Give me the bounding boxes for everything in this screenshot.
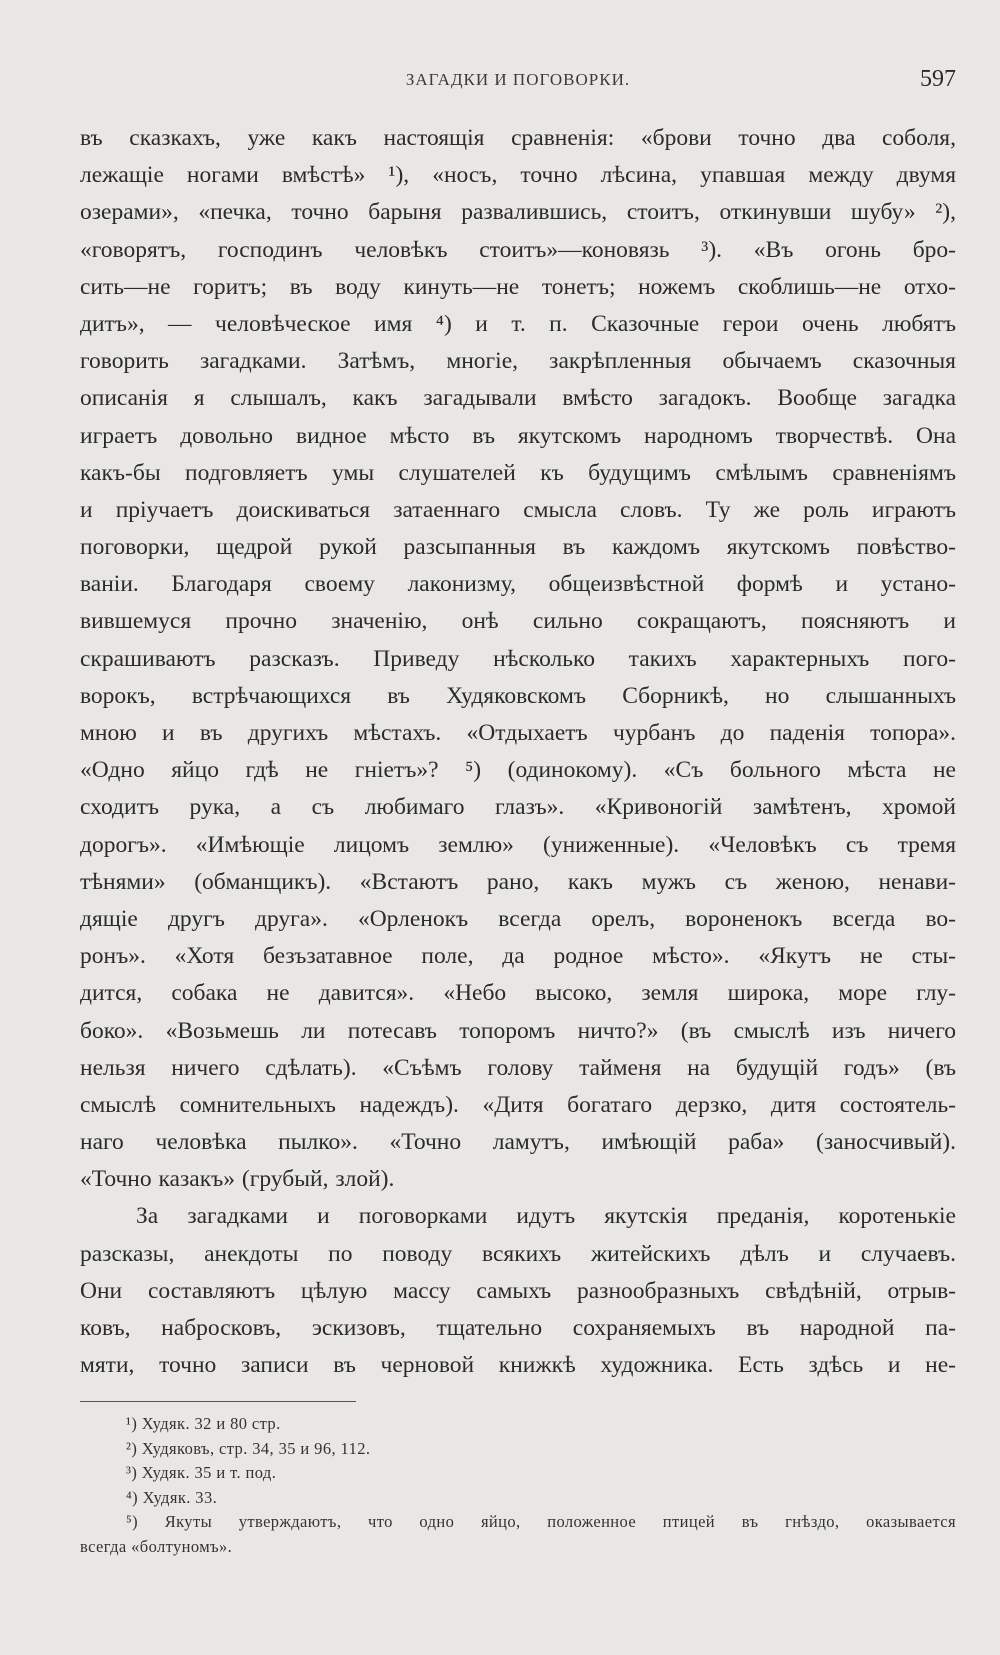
text-line: озерами», «печка, точно барыня развалившись, стоитъ, откинувши шубу» ²), [80,199,956,226]
text-line: разсказы, анекдоты по поводу всякихъ житейскихъ дѣлъ и случаевъ. [80,1240,956,1267]
text-line: мяти, точно записи въ черновой книжкѣ художника. Есть здѣсь и не- [80,1352,956,1379]
footnote: ⁴) Худяк. 33. [126,1487,218,1507]
text-line: тѣнями» (обманщикъ). «Встаютъ рано, какъ мужъ съ женою, ненави- [80,868,956,895]
text-line: «говорятъ, господинъ человѣкъ стоитъ»—коновязь ³). «Въ огонь бро- [80,236,956,263]
footnote: ³) Худяк. 35 и т. под. [126,1463,277,1482]
text-line: боко». «Возьмешь ли потесавъ топоромъ ничто?» (въ смыслѣ изъ ничего [80,1017,956,1044]
text-line: дитъ», — человѣческое имя ⁴) и т. п. Сказочные герои очень любятъ [80,310,956,337]
text-line: поговорки, щедрой рукой разсыпанныя въ каждомъ якутскомъ повѣство- [80,534,956,561]
text-line: въ сказкахъ, уже какъ настоящія сравненія: «брови точно два соболя, [80,125,956,151]
running-head [80,64,956,94]
text-line: сить—не горитъ; въ воду кинуть—не тонетъ; ножемъ скоблишь—не отхо- [80,273,956,300]
footnote: ²) Худяковъ, стр. 34, 35 и 96, 112. [126,1438,371,1458]
text-line: мною и въ другихъ мѣстахъ. «Отдыхаетъ чурбанъ до паденія топора». [80,720,956,746]
paragraph-start-line: За загадками и поговорками идутъ якутскія преданія, коротенькіе [136,1203,956,1230]
footnote: ⁵) Якуты утверждаютъ, что одно яйцо, положенное птицей въ гнѣздо, оказывается [126,1512,956,1531]
text-line: ворокъ, встрѣчающихся въ Худяковскомъ Сборникѣ, но слышанныхъ [80,682,956,709]
text-line: нельзя ничего сдѣлать). «Съѣмъ голову тайменя на будущій годъ» (въ [80,1054,956,1081]
footnotes [80,1412,956,1559]
text-line: скрашиваютъ разсказъ. Приведу нѣсколько такихъ характерныхъ пого- [80,645,956,672]
body-text [80,120,956,1384]
text-line: дящіе другъ друга». «Орленокъ всегда орелъ, вороненокъ всегда во- [80,905,956,932]
text-line: «Точно казакъ» (грубый, злой). [80,1166,395,1193]
text-line: описанія я слышалъ, какъ загадывали вмѣсто загадокъ. Вообще загадка [80,385,956,412]
footnote: ¹) Худяк. 32 и 80 стр. [126,1414,281,1433]
footnote-continuation: всегда «болтуномъ». [80,1536,233,1556]
text-line: наго человѣка пылко». «Точно ламутъ, имѣющій раба» (заносчивый). [80,1129,956,1156]
text-line: ронъ». «Хотя безъзатавное поле, да родное мѣсто». «Якутъ не сты- [80,943,956,970]
text-line: сходитъ рука, а съ любимаго глазъ». «Кривоногій замѣтенъ, хромой [80,794,956,821]
text-line: «Одно яйцо гдѣ не гніетъ»? ⁵) (одинокому). «Съ больного мѣста не [80,757,956,784]
text-line: дится, собака не давится». «Небо высоко, земля широка, море глу- [80,980,956,1007]
text-line: смыслѣ сомнительныхъ надеждъ). «Дитя богатаго дерзко, дитя состоятель- [80,1091,956,1118]
text-line: вившемуся прочно значенію, онѣ сильно сокращаютъ, поясняютъ и [80,608,956,635]
text-line: Они составляютъ цѣлую массу самыхъ разнообразныхъ свѣдѣній, отрыв- [80,1277,956,1304]
running-title: ЗАГАДКИ И ПОГОВОРКИ. [405,70,631,89]
text-line: какъ-бы подговляетъ умы слушателей къ будущимъ смѣлымъ сравненіямъ [80,459,956,486]
text-line: говорить загадками. Затѣмъ, многіе, закрѣпленныя обычаемъ сказочныя [80,348,956,375]
text-line: ваніи. Благодаря своему лаконизму, общеизвѣстной формѣ и устано- [80,571,956,598]
footnote-divider [80,1401,356,1402]
text-line: играетъ довольно видное мѣсто въ якутскомъ народномъ творчествѣ. Она [80,422,956,449]
text-line: ковъ, набросковъ, эскизовъ, тщательно сохраняемыхъ въ народной па- [80,1315,956,1341]
text-line: и пріучаетъ доискиваться затаеннаго смысла словъ. Ту же роль играютъ [80,496,956,523]
text-line: дорогъ». «Имѣющіе лицомъ землю» (униженные). «Человѣкъ съ тремя [80,831,956,858]
page-number: 597 [920,66,956,92]
text-line: лежащіе ногами вмѣстѣ» ¹), «носъ, точно лѣсина, упавшая между двумя [80,162,956,189]
